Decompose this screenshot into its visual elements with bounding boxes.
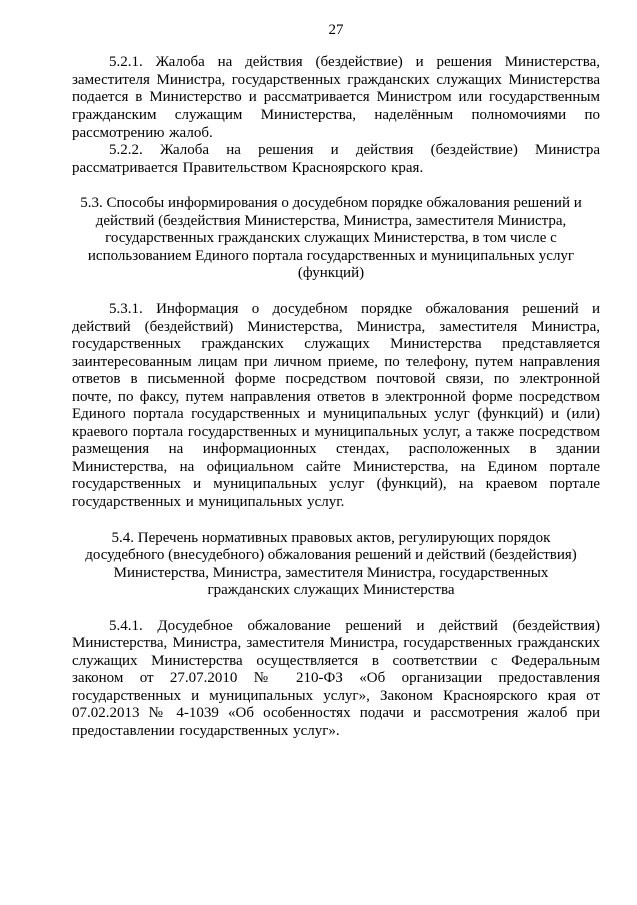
section-heading-5-4: 5.4. Перечень нормативных правовых актов, регулирующих порядок досудебного (внесудебного) обжалования решений и действий (бездействия) Министерства, Министра, заместителя Министра, государственных гражданских служащих Министерства	[85, 529, 577, 599]
paragraph-5-4-1: 5.4.1. Досудебное обжалование решений и действий (бездействия) Министерства, Министра, заместителя Министра, государственных гражданских служащих Министерства осуществляется в соответствии с Федеральным законом от 27.07.2010 № 210-ФЗ «Об организации предоставления государственных и муниципальных услуг», Законом Красноярского края от 07.02.2013 № 4-1039 «Об особенностях подачи и рассмотрения жалоб при предоставлении государственных услуг».	[72, 617, 600, 739]
paragraph-5-3-1: 5.3.1. Информация о досудебном порядке обжалования решений и действий (бездействий) Министерства, Министра, заместителя Министра, государственных гражданских служащих Министерства представляется заинтересованным лицам при личном приеме, по телефону, путем направления ответов в письменной форме посредством почтовой связи, по электронной почте, по факсу, путем направления ответов в электронной форме посредством Единого портала государственных и муниципальных услуг (функций) и (или) краевого портала государственных и муниципальных услуг, а также посредством размещения на информационных стендах, расположенных в здании Министерства, на официальном сайте Министерства, на Едином портале государственных и муниципальных услуг (функций), на краевом портале государственных и муниципальных услуг.	[72, 300, 600, 510]
section-heading-5-3: 5.3. Способы информирования о досудебном порядке обжалования решений и действий (бездействия Министерства, Министра, заместителя Министра, государственных гражданских служащих Министерства, в том числе с использованием Единого портала государственных и муниципальных услуг (функций)	[80, 195, 582, 282]
paragraph-5-2-1: 5.2.1. Жалоба на действия (бездействие) и решения Министерства, заместителя Министра, государственных гражданских служащих Министерства подается в Министерство и рассматривается Министром или государственным гражданским служащим Министерства, наделённым полномочиями по рассмотрению жалоб.	[72, 54, 600, 141]
paragraph-5-2-2: 5.2.2. Жалоба на решения и действия (бездействие) Министра рассматривается Правительством Красноярского края.	[72, 142, 600, 176]
page-number: 27	[328, 22, 344, 38]
